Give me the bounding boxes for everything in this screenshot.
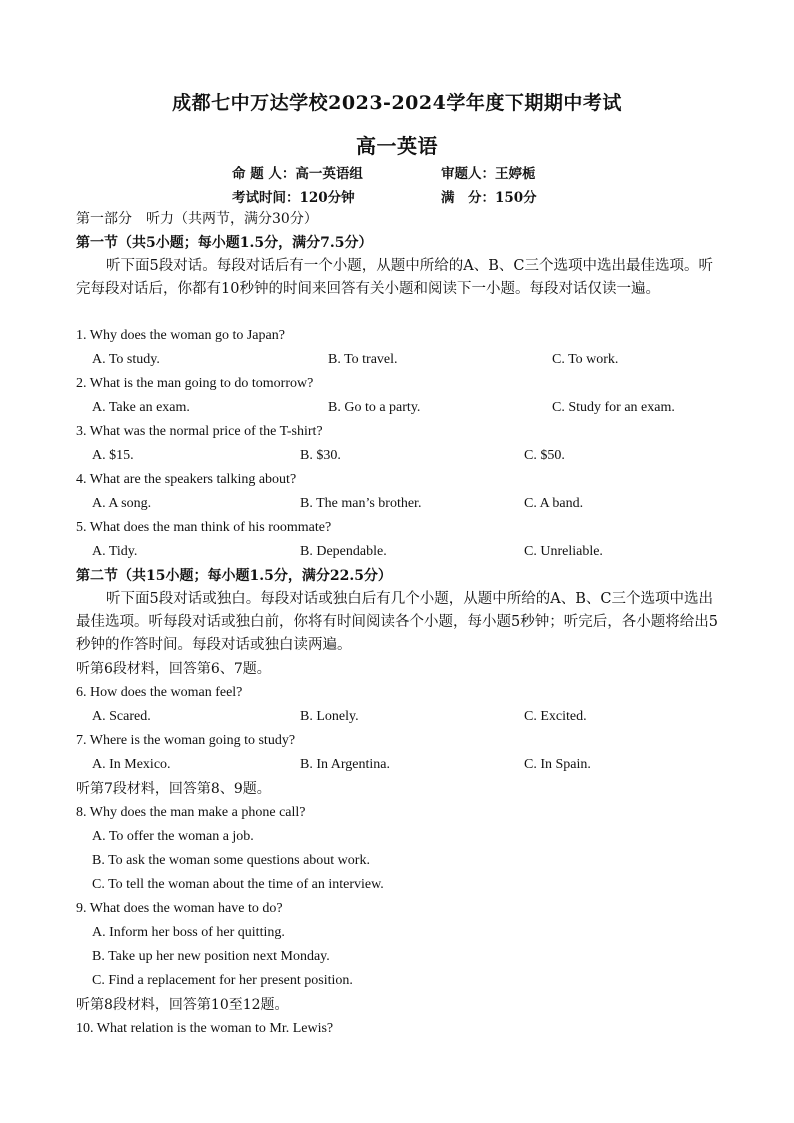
option-a[interactable]: A. In Mexico. (92, 757, 171, 772)
options-3 (76, 444, 726, 468)
option-b[interactable]: B. Dependable. (300, 544, 387, 559)
material-6-label: 听第6段材料，回答第6、7题。 (76, 661, 271, 677)
part1-title: 第一部分 听力（共两节，满分30分） (76, 211, 318, 227)
option-b[interactable]: B. In Argentina. (300, 757, 390, 772)
section1-title: 第一节（共5小题；每小题1.5分，满分7.5分） (76, 235, 373, 251)
option-b[interactable]: B. The man’s brother. (300, 496, 422, 511)
option-c[interactable]: C. Excited. (524, 709, 587, 724)
option-c[interactable]: C. Find a replacement for her present position. (92, 973, 353, 988)
reviewer-label: 审题人：王婷栀 (441, 166, 536, 182)
question-4: 4. What are the speakers talking about? (76, 472, 297, 487)
question-1: 1. Why does the woman go to Japan? (76, 328, 285, 343)
option-a[interactable]: A. Tidy. (92, 544, 138, 559)
option-c[interactable]: C. Unreliable. (524, 544, 603, 559)
exam-subject: 高一英语 (356, 134, 438, 158)
exam-body (76, 207, 726, 1041)
options-7 (76, 753, 726, 777)
option-c[interactable]: C. To tell the woman about the time of an interview. (92, 877, 384, 892)
setter-label: 命 题 人：高一英语组 (232, 166, 363, 182)
option-c[interactable]: C. A band. (524, 496, 584, 511)
exam-time: 考试时间：120分钟 (232, 190, 355, 206)
question-5: 5. What does the man think of his roommate? (76, 520, 332, 535)
option-c[interactable]: C. $50. (524, 448, 565, 463)
option-b[interactable]: B. To travel. (328, 352, 398, 367)
material-7-label: 听第7段材料，回答第8、9题。 (76, 781, 271, 797)
section2-title: 第二节（共15小题；每小题1.5分，满分22.5分） (76, 568, 392, 584)
question-8: 8. Why does the man make a phone call? (76, 805, 306, 820)
option-a[interactable]: A. To offer the woman a job. (92, 829, 254, 844)
option-b[interactable]: B. Take up her new position next Monday. (92, 949, 330, 964)
exam-title: 成都七中万达学校2023-2024学年度下期期中考试 (172, 92, 622, 114)
options-5 (76, 540, 726, 564)
full-score: 满 分：150分 (441, 190, 537, 206)
option-a[interactable]: A. Inform her boss of her quitting. (92, 925, 285, 940)
options-4 (76, 492, 726, 516)
question-9: 9. What does the woman have to do? (76, 901, 283, 916)
question-10: 10. What relation is the woman to Mr. Lewis? (76, 1021, 334, 1036)
option-c[interactable]: C. Study for an exam. (552, 400, 675, 415)
option-c[interactable]: C. To work. (552, 352, 619, 367)
options-1 (76, 348, 726, 372)
question-7: 7. Where is the woman going to study? (76, 733, 296, 748)
material-8-label: 听第8段材料，回答第10至12题。 (76, 997, 289, 1013)
question-2: 2. What is the man going to do tomorrow? (76, 376, 314, 391)
option-b[interactable]: B. Go to a party. (328, 400, 421, 415)
option-a[interactable]: A. Scared. (92, 709, 151, 724)
option-a[interactable]: A. A song. (92, 496, 152, 511)
option-c[interactable]: C. In Spain. (524, 757, 591, 772)
option-a[interactable]: A. Take an exam. (92, 400, 190, 415)
question-3: 3. What was the normal price of the T-shirt? (76, 424, 323, 439)
options-2 (76, 396, 726, 420)
option-a[interactable]: A. To study. (92, 352, 160, 367)
option-b[interactable]: B. Lonely. (300, 709, 359, 724)
section2-instructions: 听下面5段对话或独白。每段对话或独白后有几个小题，从题中所给的A、B、C三个选项中选出最佳选项。听每段对话或独白前，你将有时间阅读各个小题，每小题5秒钟；听完后，各小题将给出5秒钟的作答时间。每段对话或独白读两遍。 (76, 591, 718, 653)
option-b[interactable]: B. $30. (300, 448, 341, 463)
question-6: 6. How does the woman feel? (76, 685, 243, 700)
options-6 (76, 705, 726, 729)
option-a[interactable]: A. $15. (92, 448, 134, 463)
section1-instructions: 听下面5段对话。每段对话后有一个小题，从题中所给的A、B、C三个选项中选出最佳选项。听完每段对话后，你都有10秒钟的时间来回答有关小题和阅读下一小题。每段对话仅读一遍。 (76, 258, 713, 297)
option-b[interactable]: B. To ask the woman some questions about work. (92, 853, 370, 868)
